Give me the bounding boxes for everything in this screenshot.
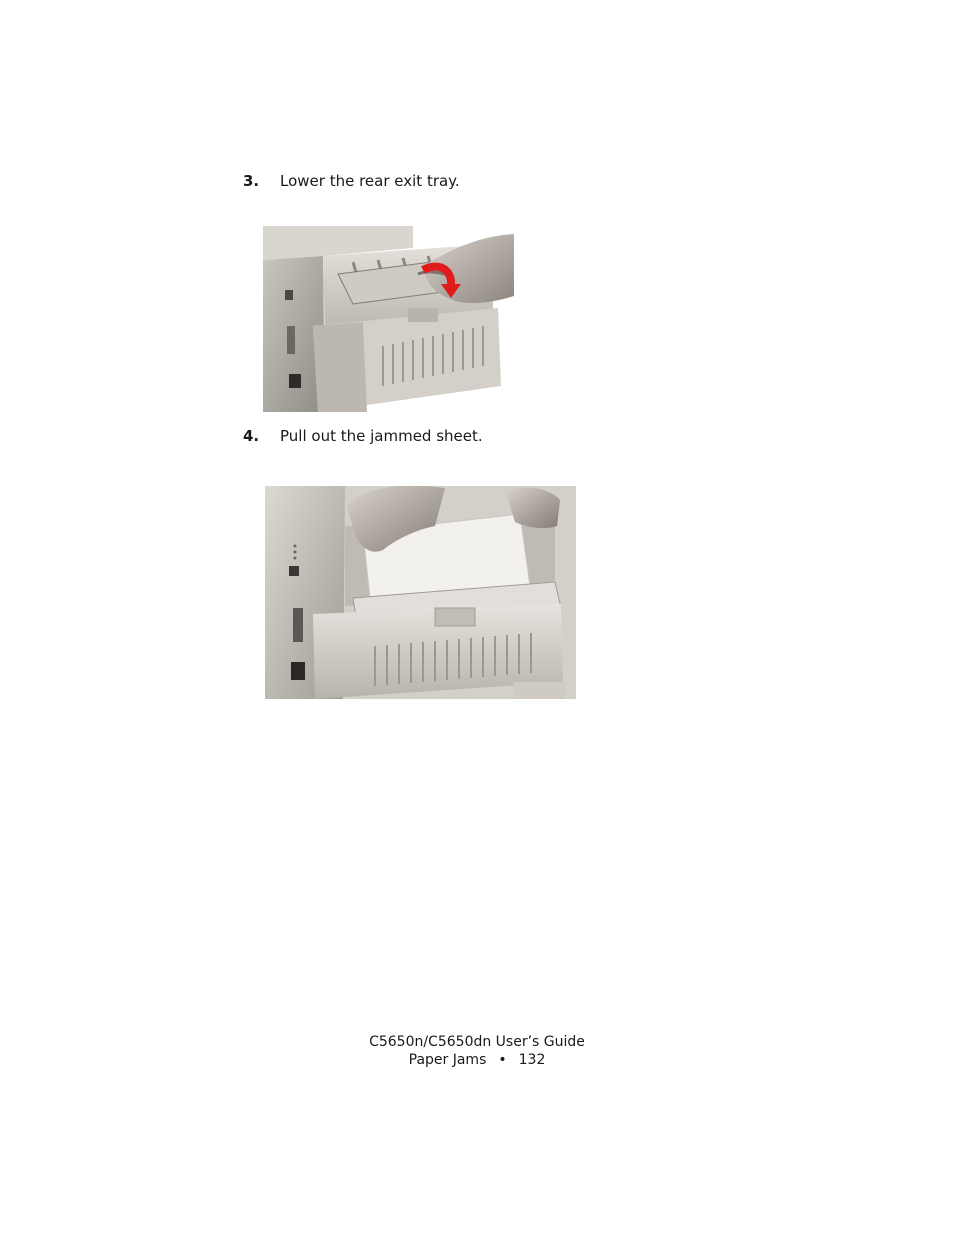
- step-text: Pull out the jammed sheet.: [280, 427, 483, 445]
- bullet-separator: •: [498, 1052, 507, 1068]
- section-name: Paper Jams: [408, 1052, 487, 1068]
- printer-jammed-sheet-photo: [265, 486, 576, 699]
- guide-title: C5650n/C5650dn User’s Guide: [369, 1034, 585, 1050]
- footer-section-line: [0, 1051, 954, 1069]
- printer-rear-exit-tray-photo: [263, 226, 514, 412]
- step-text: Lower the rear exit tray.: [280, 172, 460, 190]
- step-number: 4.: [243, 427, 260, 445]
- page-footer: [0, 1033, 954, 1069]
- page-number: 132: [518, 1052, 546, 1068]
- figure-rear-exit-tray: [263, 226, 514, 412]
- figure-jammed-sheet: [265, 486, 576, 699]
- step-number: 3.: [243, 172, 260, 190]
